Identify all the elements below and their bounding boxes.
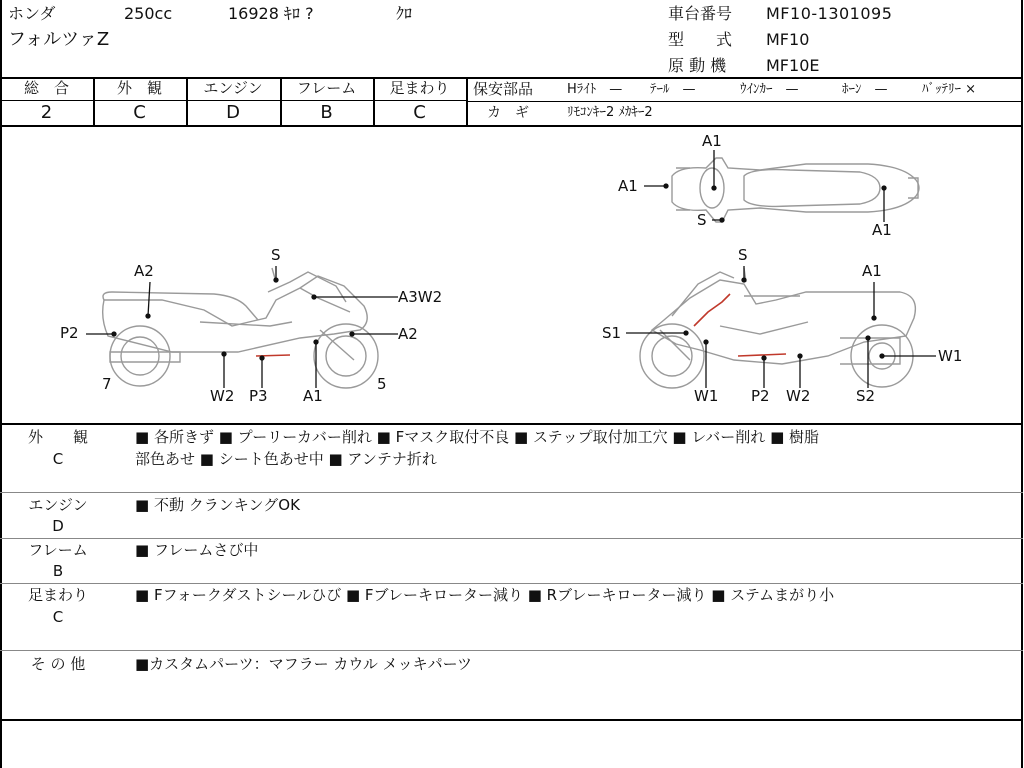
label-left-a2-front: A2: [398, 325, 418, 343]
grade-engine-value: D: [226, 102, 240, 123]
remarks-divider-1: [0, 492, 1023, 493]
grade-suspension-value: C: [413, 102, 426, 123]
engine-label: 原 動 機: [668, 56, 727, 75]
remark-suspension-title: 足まわり: [27, 586, 88, 604]
label-left-p3: P3: [249, 387, 268, 405]
remark-engine-title: エンジン: [28, 496, 88, 514]
label-left-w2: W2: [210, 387, 235, 405]
remarks-divider-4: [0, 650, 1023, 651]
scooter-left-side-drawing: [103, 268, 378, 388]
key-label: カ ギ: [487, 105, 529, 121]
safety-row-mid-line: [466, 101, 1023, 102]
label-right-s2: S2: [856, 387, 876, 405]
damage-mark-right-cowl: [694, 294, 730, 326]
remark-engine-grade: D: [52, 517, 64, 535]
label-top-a1-left: A1: [618, 177, 638, 195]
body-color: ｸﾛ: [396, 4, 413, 23]
grade-exterior-value: C: [133, 102, 146, 123]
type-value: MF10: [766, 30, 810, 49]
grade-overall-label: 総 合: [23, 79, 69, 97]
grade-overall-value: 2: [40, 102, 53, 123]
remark-exterior-line2: 部色あせ ■ シート色あせ中 ■ アンテナ折れ: [135, 450, 437, 468]
grade-suspension-label: 足まわり: [389, 79, 450, 97]
safety-taillight: ﾃｰﾙ —: [650, 82, 696, 97]
label-right-w1-rear: W1: [938, 347, 963, 365]
grade-frame-value: B: [320, 102, 333, 123]
remark-frame-title: フレーム: [28, 541, 88, 559]
mileage: 16928 ｷﾛ ?: [228, 4, 314, 23]
label-left-a2: A2: [134, 262, 154, 280]
diagram-bottom-line: [0, 423, 1023, 425]
grade-row-mid-line: [0, 100, 466, 101]
remark-exterior-grade: C: [52, 450, 64, 468]
remark-engine-line1: ■ 不動 クランキングOK: [135, 496, 300, 514]
grade-divider-5: [466, 77, 468, 126]
label-right-s: S: [738, 246, 748, 264]
remark-suspension-grade: C: [52, 608, 64, 626]
type-label: 型 式: [668, 30, 733, 49]
remark-frame-grade: B: [52, 562, 64, 580]
safety-headlight: Hﾗｲﾄ —: [567, 82, 623, 97]
remark-suspension-line1: ■ Fフォークダストシールひび ■ Fブレーキローター減り ■ Rブレーキローター減り ■ ステムまがり小: [135, 586, 835, 604]
damage-mark-right-floor: [738, 354, 786, 356]
maker-name: ホンダ: [8, 4, 56, 23]
remarks-divider-3: [0, 583, 1023, 584]
key-value: ﾘﾓｺﾝｷｰ2 ﾒｶｷｰ2: [567, 105, 653, 120]
label-right-w2: W2: [786, 387, 811, 405]
safety-parts-label: 保安部品: [473, 80, 534, 98]
displacement: 250cc: [124, 4, 173, 23]
remarks-divider-2: [0, 538, 1023, 539]
label-left-5: 5: [377, 375, 387, 393]
label-top-a1: A1: [702, 132, 722, 150]
grade-engine-label: エンジン: [203, 79, 263, 97]
remark-frame-line1: ■ フレームさび中: [135, 541, 259, 559]
safety-winker: ｳｲﾝｶｰ —: [740, 82, 799, 97]
label-right-w1: W1: [694, 387, 719, 405]
label-left-p2: P2: [60, 324, 79, 342]
remark-other-line1: ■カスタムパーツ：マフラー カウル メッキパーツ: [135, 655, 473, 673]
label-top-s: S: [697, 211, 707, 229]
remark-other-title: そ の 他: [30, 655, 86, 673]
frame-no-label: 車台番号: [668, 4, 733, 23]
label-right-p2: P2: [751, 387, 770, 405]
label-right-a1: A1: [862, 262, 882, 280]
remark-exterior-line1: ■ 各所きず ■ プーリーカバー削れ ■ Fマスク取付不良 ■ ステップ取付加工穴 ■ レバー削れ ■ 樹脂: [135, 428, 820, 446]
frame-no-value: MF10-1301095: [766, 4, 893, 23]
remarks-divider-5: [0, 719, 1023, 721]
model-name: フォルツァZ: [8, 29, 110, 50]
label-left-7: 7: [102, 375, 112, 393]
remark-exterior-title: 外 観: [27, 428, 88, 446]
scooter-top-view-drawing: [672, 158, 919, 222]
grade-frame-label: フレーム: [296, 79, 357, 97]
label-top-a1-right: A1: [872, 221, 892, 239]
safety-horn: ﾎｰﾝ —: [842, 82, 888, 97]
engine-value: MF10E: [766, 56, 820, 75]
label-left-a3w2: A3W2: [398, 288, 443, 306]
label-left-s: S: [271, 246, 281, 264]
label-right-s1: S1: [602, 324, 622, 342]
safety-battery: ﾊﾞｯﾃﾘｰ ×: [922, 82, 977, 97]
label-left-a1: A1: [303, 387, 323, 405]
outer-border-right: [1021, 0, 1023, 768]
grade-exterior-label: 外 観: [116, 79, 162, 97]
